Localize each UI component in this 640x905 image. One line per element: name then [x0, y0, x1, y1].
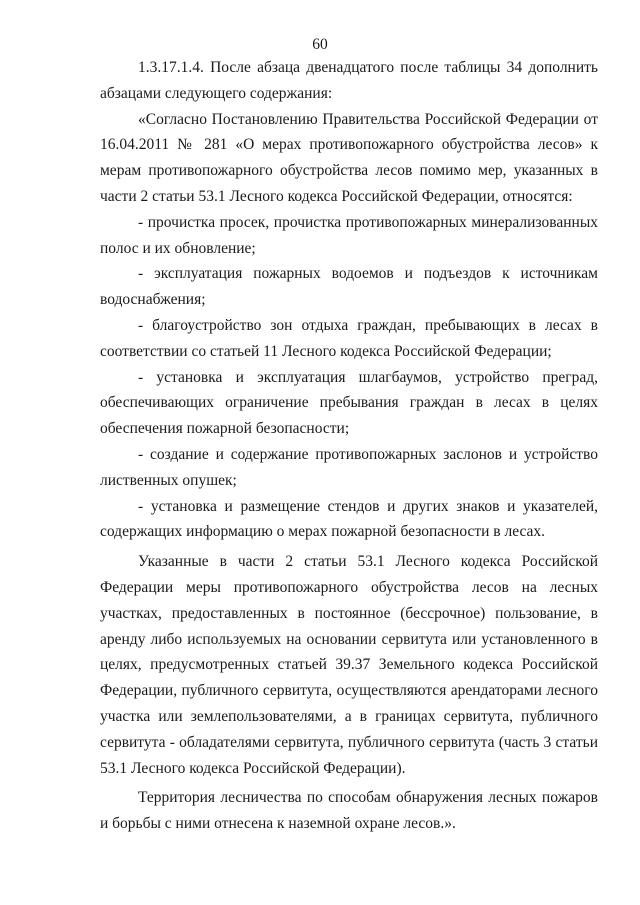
list-item-fire-screens: - создание и содержание противопожарных заслонов и устройство лиственных опушек; [100, 445, 598, 489]
paragraph-resolution-reference: «Согласно Постановлению Правительства Российской Федерации от 16.04.2011 № 281 «О мерах противопожарного обустройства лесов» к мерам противопожарного обустройства лесов помимо мер, указанных в части 2 статьи 53.1 Лесного кодекса Российской Федерации, относятся: [100, 110, 598, 205]
paragraph-amendment-intro: 1.3.17.1.4. После абзаца двенадцатого после таблицы 34 дополнить абзацами следующего содержания: [100, 59, 598, 102]
paragraph-responsible-parties: Указанные в части 2 статьи 53.1 Лесного кодекса Российской Федерации меры противопожарного обустройства лесов на лесных участках, предоставленных в постоянное (бессрочное) пользование, в аренду либо используемых на основании сервитута или установленного в целях, предусмотренных статьей 39.37 Земельного кодекса Российской Федерации, публичного сервитута, осуществляются арендаторами лесного участка или землепользователями, а в границах сервитута, публичного сервитута - обладателями сервитута, публичного сервитута (часть 3 статьи 53.1 Лесного кодекса Российской Федерации). [100, 553, 598, 777]
list-item-water-reservoirs: - эксплуатация пожарных водоемов и подъездов к источникам водоснабжения; [100, 265, 598, 309]
list-item-recreation-zones: - благоустройство зон отдыха граждан, пребывающих в лесах в соответствии со статьей 11 Лесного кодекса Российской Федерации; [100, 316, 598, 360]
paragraph-ground-protection: Территория лесничества по способам обнаружения лесных пожаров и борьбы с ними отнесена к наземной охране лесов.». [100, 789, 598, 833]
list-item-information-stands: - установка и размещение стендов и других знаков и указателей, содержащих информацию о мерах пожарной безопасности в лесах. [100, 497, 598, 541]
list-item-clearing: - прочистка просек, прочистка противопожарных минерализованных полос и их обновление; [100, 213, 598, 257]
page-number: 60 [312, 36, 328, 53]
list-item-barriers: - установка и эксплуатация шлагбаумов, устройство преград, обеспечивающих ограничение пребывания граждан в лесах в целях обеспечения пожарной безопасности; [100, 368, 598, 438]
document-body [100, 55, 598, 837]
